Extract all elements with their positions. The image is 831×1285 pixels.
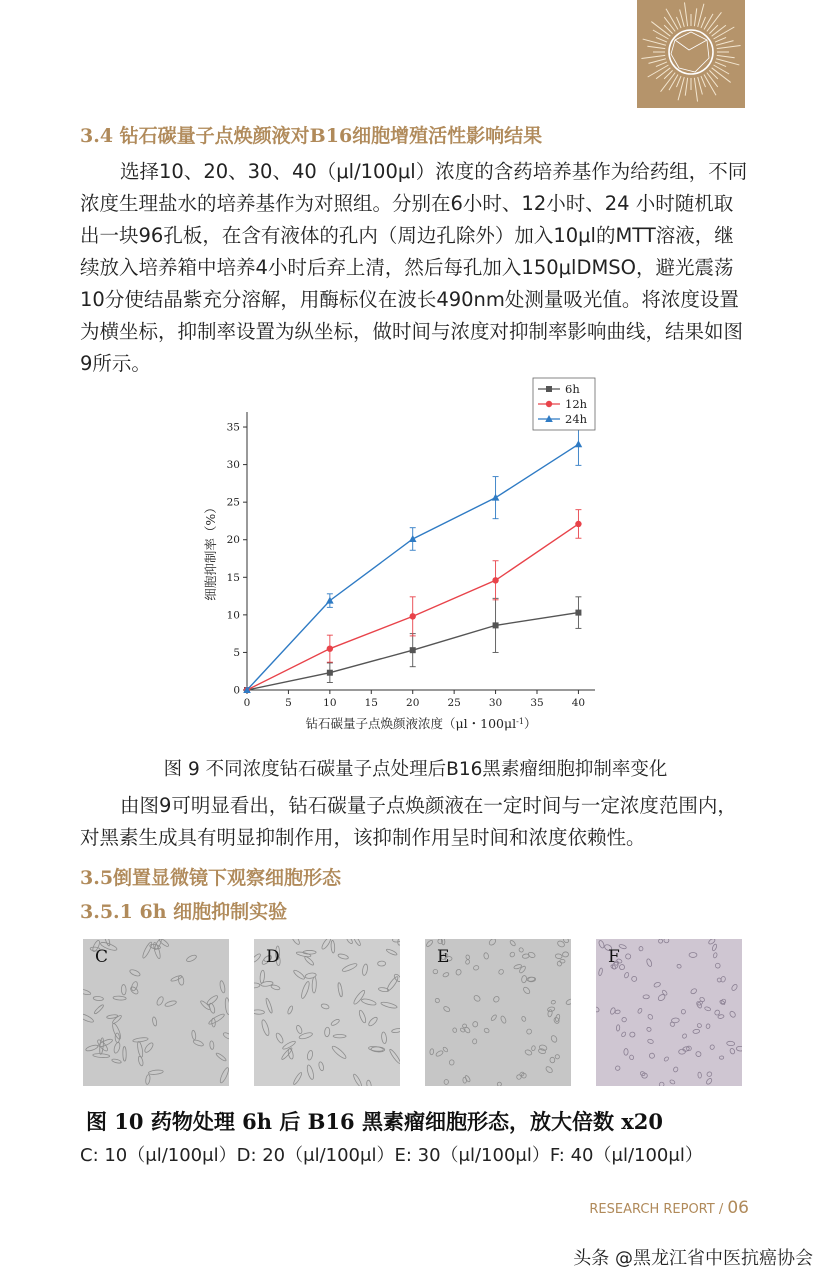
section-heading-3-5-1: 3.5.1 6h 细胞抑制实验 — [80, 901, 288, 923]
data-point — [546, 401, 552, 407]
x-tick-label: 35 — [530, 697, 544, 709]
x-tick-label: 15 — [364, 697, 378, 709]
data-point — [410, 647, 416, 653]
x-tick-label: 10 — [323, 697, 337, 709]
chart-legend — [533, 378, 595, 430]
data-point — [575, 440, 583, 447]
data-point — [327, 670, 333, 676]
y-tick-label: 15 — [226, 571, 240, 584]
y-tick-label: 30 — [226, 459, 240, 472]
x-tick-label: 30 — [488, 697, 503, 709]
paragraph-conclusion: 由图9可明显看出，钻石碳量子点焕颜液在一定时间与一定浓度范围内，对黑素生成具有明显抑制作用，该抑制作用呈时间和浓度依赖性。 — [80, 794, 737, 849]
footer-label: RESEARCH REPORT / — [589, 1202, 728, 1217]
y-tick-label: 10 — [226, 609, 240, 622]
figure-9-caption: 图 9 不同浓度钻石碳量子点处理后B16黑素瘤细胞抑制率变化 — [163, 759, 668, 780]
micrograph-label: F — [608, 947, 620, 967]
data-point — [326, 597, 334, 604]
micrograph-label: C — [95, 947, 109, 967]
corner-logo — [637, 0, 745, 108]
y-tick-label: 0 — [233, 684, 240, 697]
x-tick-label: 20 — [406, 697, 420, 709]
data-point — [575, 610, 581, 616]
data-point — [410, 613, 416, 619]
y-axis-label: 细胞抑制率（%） — [203, 501, 218, 601]
legend-label: 24h — [565, 412, 588, 426]
micrograph-c — [83, 939, 229, 1086]
micrograph-e — [425, 939, 571, 1086]
source-watermark: 头条 @黑龙江省中医抗癌协会 — [573, 1248, 813, 1269]
legend-label: 12h — [565, 397, 588, 411]
legend-label: 6h — [565, 382, 580, 396]
section-heading-3-5: 3.5倒置显微镜下观察细胞形态 — [80, 867, 342, 889]
data-point — [492, 577, 498, 583]
section-heading-3-4: 3.4 钻石碳量子点焕颜液对B16细胞增殖活性影响结果 — [80, 125, 543, 147]
y-tick-label: 20 — [226, 534, 240, 547]
concentration-legend: C: 10（μl/100μl）D: 20（μl/100μl）E: 30（μl/100μl）F: 40（μl/100μl） — [80, 1145, 703, 1166]
data-point — [492, 494, 500, 501]
data-point — [493, 622, 499, 628]
x-tick-label: 40 — [571, 697, 586, 709]
page-number: 06 — [727, 1198, 749, 1218]
x-tick-label: 0 — [243, 697, 251, 709]
page-footer — [589, 1198, 749, 1218]
micrograph-f — [596, 939, 742, 1086]
paragraph-methods: 选择10、20、30、40（μl/100μl）浓度的含药培养基作为给药组，不同浓度生理盐水的培养基作为对照组。分别在6小时、12小时、24 小时随机取出一块96孔板，在含有液体的孔内（周边孔除外）加入10μl的MTT溶液，继续放入培养箱中培养4小时后弃上清，然后每孔加入150μlDMSO，避光震荡10分使结晶紫充分溶解，用酶标仪在波长490nm处测量吸光值。将浓度设置为横坐标，抑制率设置为纵坐标，做时间与浓度对抑制率影响曲线，结果如图9所示。 — [80, 160, 748, 375]
data-point — [546, 386, 552, 392]
data-point — [575, 521, 581, 527]
micrograph-label: E — [437, 947, 450, 967]
x-axis-label: 钻石碳量子点焕颜液浓度（μl・$100\mu l^{-1}$） — [305, 716, 537, 731]
data-point — [327, 645, 333, 651]
starburst-logo-icon — [637, 0, 745, 108]
micrograph-row — [83, 939, 743, 1087]
y-tick-label: 5 — [233, 646, 240, 659]
micrograph-label: D — [266, 947, 280, 967]
x-tick-label: 25 — [447, 697, 461, 709]
data-point — [409, 535, 417, 542]
y-tick-label: 25 — [226, 496, 240, 509]
micrograph-d — [254, 939, 400, 1086]
figure-10-caption: 图 10 药物处理 6h 后 B16 黑素瘤细胞形态，放大倍数 x20 — [86, 1109, 663, 1134]
x-tick-label: 5 — [285, 697, 292, 709]
y-tick-label: 35 — [226, 421, 240, 434]
line-chart — [185, 370, 605, 735]
chart-svg — [185, 370, 605, 735]
